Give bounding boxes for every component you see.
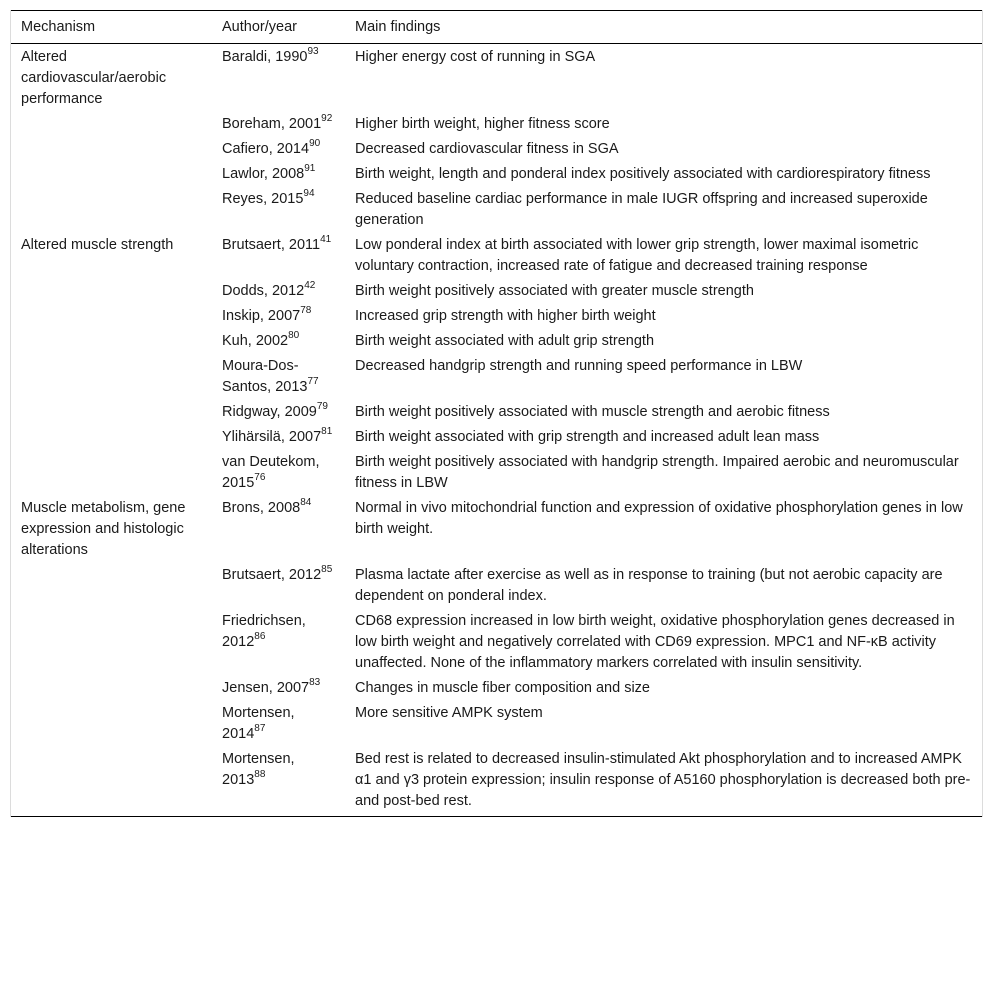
mechanism-cell	[11, 187, 212, 233]
finding-text: Low ponderal index at birth associated with lower grip strength, lower maximal isometric voluntary contraction, increased rate of fatigue and decreased training response	[355, 237, 919, 274]
mechanism-label: Muscle metabolism, gene expression and histologic alterations	[21, 500, 186, 558]
table-row	[11, 187, 982, 233]
author-year-cell	[212, 354, 345, 400]
reference-number: 79	[316, 401, 328, 413]
mechanism-label: Altered muscle strength	[21, 237, 174, 253]
finding-text: Plasma lactate after exercise as well as in response to training (but not aerobic capacity are dependent on ponderal index.	[355, 567, 943, 604]
header-author-year: Author/year	[212, 11, 345, 44]
table-row	[11, 137, 982, 162]
reference-number: 41	[320, 234, 332, 246]
mechanism-label: Altered cardiovascular/aerobic performance	[21, 49, 167, 107]
author-year-cell	[212, 425, 345, 450]
reference-number: 93	[307, 46, 319, 58]
finding-text: Birth weight positively associated with handgrip strength. Impaired aerobic and neuromuscular fitness in LBW	[355, 454, 959, 491]
finding-text: CD68 expression increased in low birth weight, oxidative phosphorylation genes decreased in low birth weight and negatively correlated with CD69 expression. MPC1 and NF-κB activity unaffected. None of the inflammatory markers correlated with insulin sensitivity.	[355, 613, 955, 671]
author-year-text: Baraldi, 1990	[222, 49, 308, 65]
main-findings-cell	[345, 676, 982, 701]
main-findings-cell	[345, 425, 982, 450]
main-findings-cell	[345, 354, 982, 400]
main-findings-cell	[345, 112, 982, 137]
author-year-text: Kuh, 2002	[222, 333, 289, 349]
main-findings-cell	[345, 496, 982, 563]
author-year-cell	[212, 137, 345, 162]
mechanism-cell	[11, 450, 212, 496]
finding-text: Birth weight associated with adult grip strength	[355, 333, 655, 349]
table-row	[11, 496, 982, 563]
author-year-text: Ylihärsilä, 2007	[222, 429, 322, 445]
author-year-cell	[212, 747, 345, 817]
main-findings-cell	[345, 450, 982, 496]
author-year-text: Moura-Dos-Santos, 2013	[222, 358, 308, 395]
mechanism-cell	[11, 233, 212, 279]
mechanism-cell	[11, 137, 212, 162]
finding-text: Increased grip strength with higher birth weight	[355, 308, 656, 324]
main-findings-cell	[345, 747, 982, 817]
table-row	[11, 279, 982, 304]
finding-text: Higher energy cost of running in SGA	[355, 49, 596, 65]
mechanism-cell	[11, 279, 212, 304]
reference-number: 83	[309, 677, 321, 689]
reference-number: 84	[300, 497, 312, 509]
author-year-cell	[212, 233, 345, 279]
main-findings-cell	[345, 44, 982, 113]
reference-number: 42	[304, 280, 316, 292]
mechanism-cell	[11, 747, 212, 817]
mechanism-cell	[11, 496, 212, 563]
author-year-text: Brutsaert, 2011	[222, 237, 321, 253]
main-findings-cell	[345, 279, 982, 304]
author-year-text: Inskip, 2007	[222, 308, 301, 324]
table-row	[11, 162, 982, 187]
author-year-cell	[212, 563, 345, 609]
mechanism-cell	[11, 162, 212, 187]
author-year-text: Jensen, 2007	[222, 680, 310, 696]
finding-text: Decreased handgrip strength and running speed performance in LBW	[355, 358, 803, 374]
table-header	[11, 11, 982, 44]
main-findings-cell	[345, 701, 982, 747]
author-year-text: Cafiero, 2014	[222, 141, 310, 157]
reference-number: 94	[303, 188, 315, 200]
header-main-findings: Main findings	[345, 11, 982, 44]
table-row	[11, 44, 982, 113]
mechanism-cell	[11, 563, 212, 609]
mechanism-cell	[11, 112, 212, 137]
table-row	[11, 400, 982, 425]
main-findings-cell	[345, 137, 982, 162]
author-year-cell	[212, 162, 345, 187]
author-year-cell	[212, 701, 345, 747]
table-row	[11, 676, 982, 701]
author-year-cell	[212, 187, 345, 233]
main-findings-cell	[345, 304, 982, 329]
author-year-text: Dodds, 2012	[222, 283, 305, 299]
author-year-cell	[212, 304, 345, 329]
finding-text: Birth weight positively associated with greater muscle strength	[355, 283, 754, 299]
finding-text: Decreased cardiovascular fitness in SGA	[355, 141, 619, 157]
table-row	[11, 354, 982, 400]
author-year-cell	[212, 450, 345, 496]
author-year-text: Boreham, 2001	[222, 116, 322, 132]
author-year-text: Brons, 2008	[222, 500, 301, 516]
main-findings-cell	[345, 329, 982, 354]
main-findings-cell	[345, 233, 982, 279]
table-row	[11, 425, 982, 450]
finding-text: Normal in vivo mitochondrial function and expression of oxidative phosphorylation genes in low birth weight.	[355, 500, 963, 537]
table-row	[11, 304, 982, 329]
table-row	[11, 329, 982, 354]
main-findings-cell	[345, 563, 982, 609]
author-year-cell	[212, 676, 345, 701]
finding-text: Changes in muscle fiber composition and size	[355, 680, 650, 696]
reference-number: 92	[321, 113, 333, 125]
author-year-text: van Deutekom, 2015	[222, 454, 320, 491]
main-findings-cell	[345, 162, 982, 187]
findings-table	[11, 10, 982, 817]
mechanism-cell	[11, 609, 212, 676]
mechanism-cell	[11, 701, 212, 747]
reference-number: 78	[300, 305, 312, 317]
main-findings-cell	[345, 609, 982, 676]
header-mechanism: Mechanism	[11, 11, 212, 44]
mechanism-cell	[11, 329, 212, 354]
header-row	[11, 11, 982, 44]
mechanism-cell	[11, 304, 212, 329]
author-year-text: Mortensen, 2014	[222, 705, 295, 742]
reference-number: 86	[254, 631, 266, 643]
finding-text: Reduced baseline cardiac performance in male IUGR offspring and increased superoxide generation	[355, 191, 928, 228]
finding-text: Bed rest is related to decreased insulin-stimulated Akt phosphorylation and to increased AMPK α1 and γ3 protein expression; insulin response of A5160 phosphorylation is decreased both pre- and post-bed rest.	[355, 751, 971, 809]
author-year-cell	[212, 496, 345, 563]
mechanism-cell	[11, 354, 212, 400]
author-year-text: Lawlor, 2008	[222, 166, 305, 182]
mechanism-cell	[11, 425, 212, 450]
finding-text: Higher birth weight, higher fitness score	[355, 116, 610, 132]
reference-number: 91	[304, 163, 316, 175]
reference-number: 77	[307, 376, 319, 388]
reference-number: 90	[309, 138, 321, 150]
reference-number: 85	[321, 564, 333, 576]
author-year-text: Ridgway, 2009	[222, 404, 317, 420]
table-row	[11, 112, 982, 137]
finding-text: More sensitive AMPK system	[355, 705, 543, 721]
table-row	[11, 701, 982, 747]
author-year-text: Friedrichsen, 2012	[222, 613, 306, 650]
table-row	[11, 747, 982, 817]
table-row	[11, 233, 982, 279]
author-year-cell	[212, 329, 345, 354]
data-table-container	[10, 10, 983, 817]
finding-text: Birth weight associated with grip strength and increased adult lean mass	[355, 429, 820, 445]
reference-number: 76	[254, 472, 266, 484]
author-year-text: Reyes, 2015	[222, 191, 304, 207]
author-year-cell	[212, 44, 345, 113]
author-year-cell	[212, 609, 345, 676]
author-year-cell	[212, 112, 345, 137]
author-year-cell	[212, 279, 345, 304]
table-row	[11, 563, 982, 609]
reference-number: 81	[321, 426, 333, 438]
finding-text: Birth weight, length and ponderal index positively associated with cardiorespiratory fitness	[355, 166, 931, 182]
table-body	[11, 44, 982, 817]
mechanism-cell	[11, 400, 212, 425]
reference-number: 88	[254, 769, 266, 781]
table-row	[11, 609, 982, 676]
table-row	[11, 450, 982, 496]
author-year-text: Brutsaert, 2012	[222, 567, 322, 583]
author-year-cell	[212, 400, 345, 425]
reference-number: 80	[288, 330, 300, 342]
finding-text: Birth weight positively associated with muscle strength and aerobic fitness	[355, 404, 830, 420]
mechanism-cell	[11, 676, 212, 701]
reference-number: 87	[254, 723, 266, 735]
mechanism-cell	[11, 44, 212, 113]
main-findings-cell	[345, 400, 982, 425]
author-year-text: Mortensen, 2013	[222, 751, 295, 788]
main-findings-cell	[345, 187, 982, 233]
